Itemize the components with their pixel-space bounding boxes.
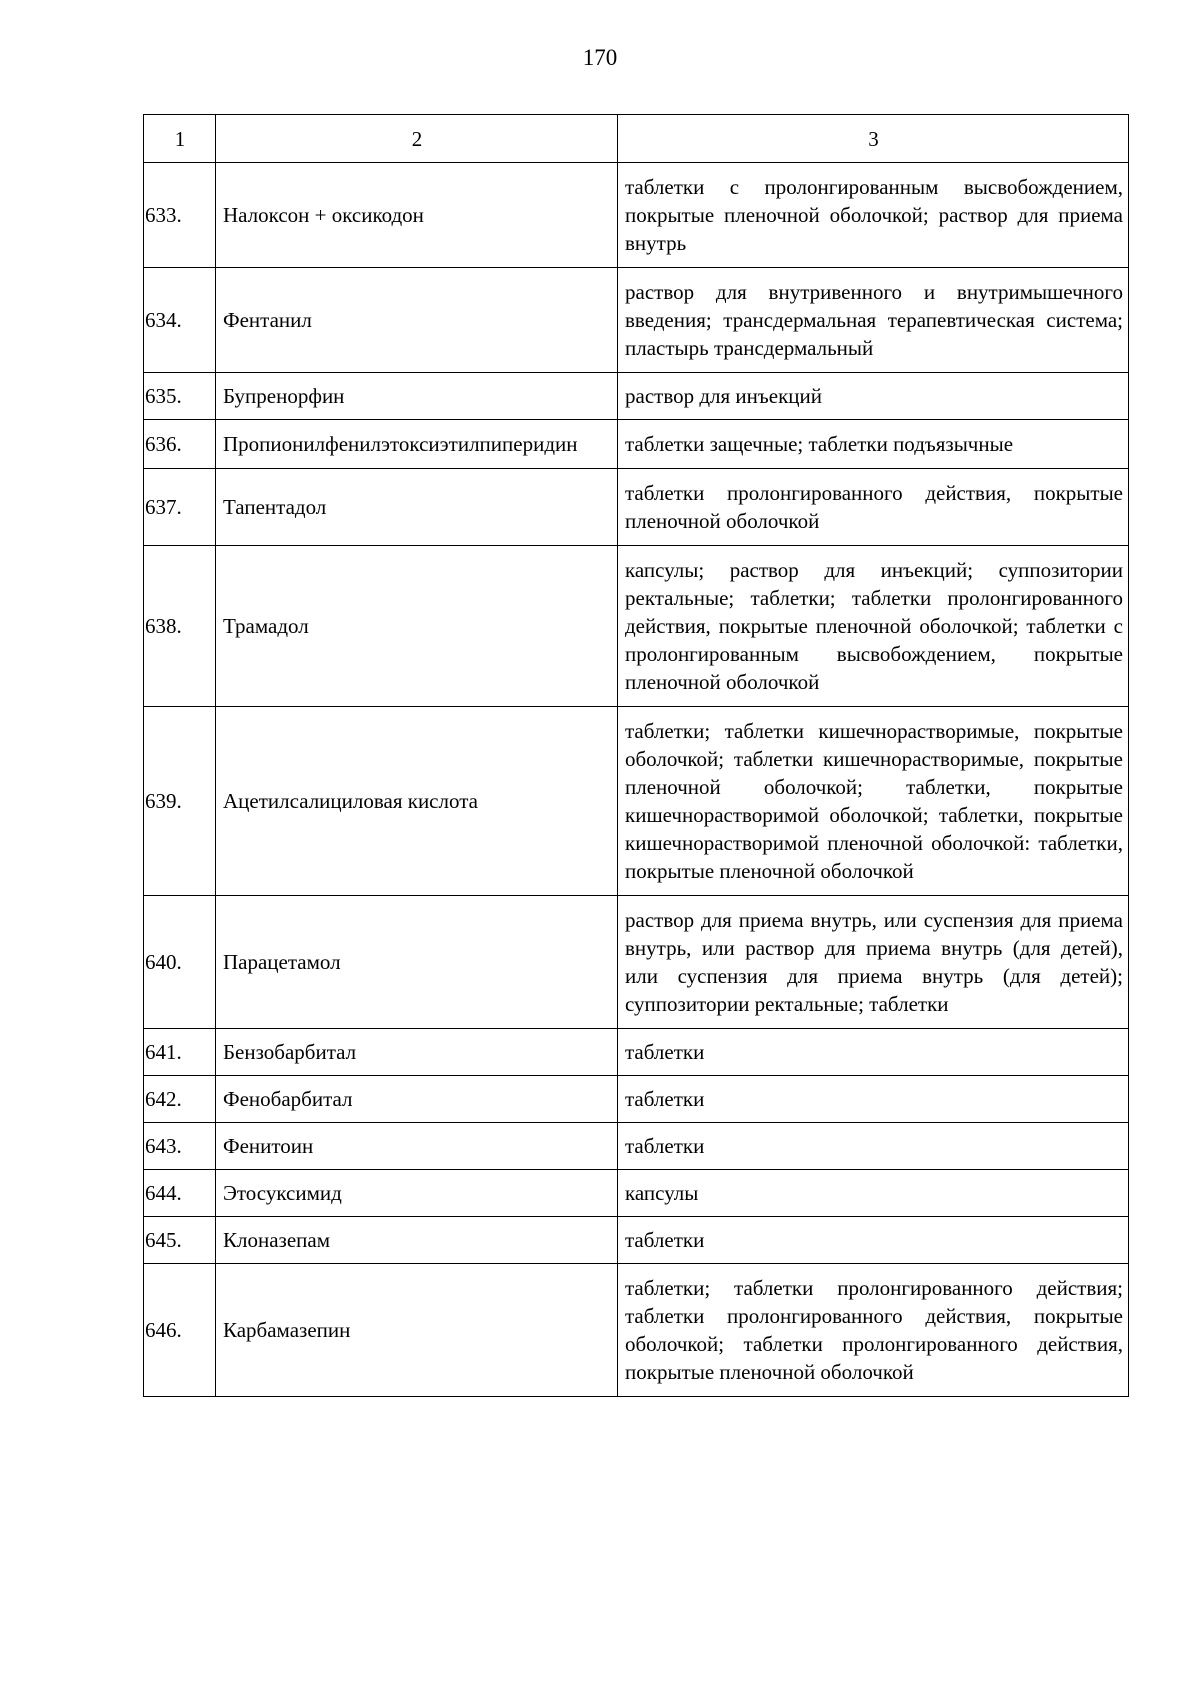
table-row — [144, 1029, 1129, 1076]
row-number: 634. — [144, 268, 216, 373]
dosage-form: раствор для внутривенного и внутримышечного введения; трансдермальная терапевтическая система; пластырь трансдермальный — [618, 268, 1129, 373]
row-number: 642. — [144, 1076, 216, 1123]
table-row — [144, 1076, 1129, 1123]
table-row — [144, 163, 1129, 268]
drug-name: Трамадол — [216, 546, 618, 707]
row-number: 635. — [144, 373, 216, 420]
table-header-row — [144, 115, 1129, 163]
dosage-form: таблетки — [618, 1217, 1129, 1264]
dosage-form: таблетки с пролонгированным высвобождением, покрытые пленочной оболочкой; раствор для приема внутрь — [618, 163, 1129, 268]
row-number: 637. — [144, 469, 216, 546]
drug-name: Клоназепам — [216, 1217, 618, 1264]
column-header-name: 2 — [216, 115, 618, 163]
row-number: 643. — [144, 1123, 216, 1170]
drug-name: Тапентадол — [216, 469, 618, 546]
row-number: 645. — [144, 1217, 216, 1264]
drug-name: Этосуксимид — [216, 1170, 618, 1217]
drug-table — [143, 114, 1129, 1397]
drug-name: Налоксон + оксикодон — [216, 163, 618, 268]
row-number: 633. — [144, 163, 216, 268]
table-row — [144, 1123, 1129, 1170]
drug-name: Ацетилсалициловая кислота — [216, 707, 618, 896]
drug-name: Бупренорфин — [216, 373, 618, 420]
page-number: 170 — [582, 45, 618, 70]
table-row — [144, 1217, 1129, 1264]
drug-name: Фенитоин — [216, 1123, 618, 1170]
drug-name: Карбамазепин — [216, 1264, 618, 1397]
row-number: 641. — [144, 1029, 216, 1076]
table-row — [144, 707, 1129, 896]
row-number: 639. — [144, 707, 216, 896]
table-row — [144, 546, 1129, 707]
dosage-form: раствор для приема внутрь, или суспензия для приема внутрь, или раствор для приема внутрь (для детей), или суспензия для приема внутрь (для детей); суппозитории ректальные; таблетки — [618, 896, 1129, 1029]
table-row — [144, 469, 1129, 546]
drug-name: Фентанил — [216, 268, 618, 373]
row-number: 644. — [144, 1170, 216, 1217]
dosage-form: таблетки — [618, 1076, 1129, 1123]
drug-name: Фенобарбитал — [216, 1076, 618, 1123]
table-row — [144, 1170, 1129, 1217]
table-row — [144, 1264, 1129, 1397]
row-number: 640. — [144, 896, 216, 1029]
table-row — [144, 420, 1129, 469]
drug-name: Бензобарбитал — [216, 1029, 618, 1076]
table-row — [144, 373, 1129, 420]
dosage-form: таблетки — [618, 1029, 1129, 1076]
dosage-form: таблетки — [618, 1123, 1129, 1170]
drug-name: Пропионилфенилэтоксиэтилпиперидин — [216, 420, 618, 469]
dosage-form: таблетки; таблетки кишечнорастворимые, покрытые оболочкой; таблетки кишечнорастворимые, покрытые пленочной оболочкой; таблетки, покрытые кишечнорастворимой оболочкой; таблетки, покрытые кишечнорастворимой пленочной оболочкой: таблетки, покрытые пленочной оболочкой — [618, 707, 1129, 896]
row-number: 636. — [144, 420, 216, 469]
table-row — [144, 896, 1129, 1029]
dosage-form: таблетки защечные; таблетки подъязычные — [618, 420, 1129, 469]
dosage-form: капсулы — [618, 1170, 1129, 1217]
column-header-form: 3 — [618, 115, 1129, 163]
dosage-form: раствор для инъекций — [618, 373, 1129, 420]
row-number: 646. — [144, 1264, 216, 1397]
column-header-number: 1 — [144, 115, 216, 163]
table-row — [144, 268, 1129, 373]
dosage-form: капсулы; раствор для инъекций; суппозитории ректальные; таблетки; таблетки пролонгированного действия, покрытые пленочной оболочкой; таблетки с пролонгированным высвобождением, покрытые пленочной оболочкой — [618, 546, 1129, 707]
row-number: 638. — [144, 546, 216, 707]
drug-name: Парацетамол — [216, 896, 618, 1029]
dosage-form: таблетки; таблетки пролонгированного действия; таблетки пролонгированного действия, покрытые оболочкой; таблетки пролонгированного действия, покрытые пленочной оболочкой — [618, 1264, 1129, 1397]
dosage-form: таблетки пролонгированного действия, покрытые пленочной оболочкой — [618, 469, 1129, 546]
